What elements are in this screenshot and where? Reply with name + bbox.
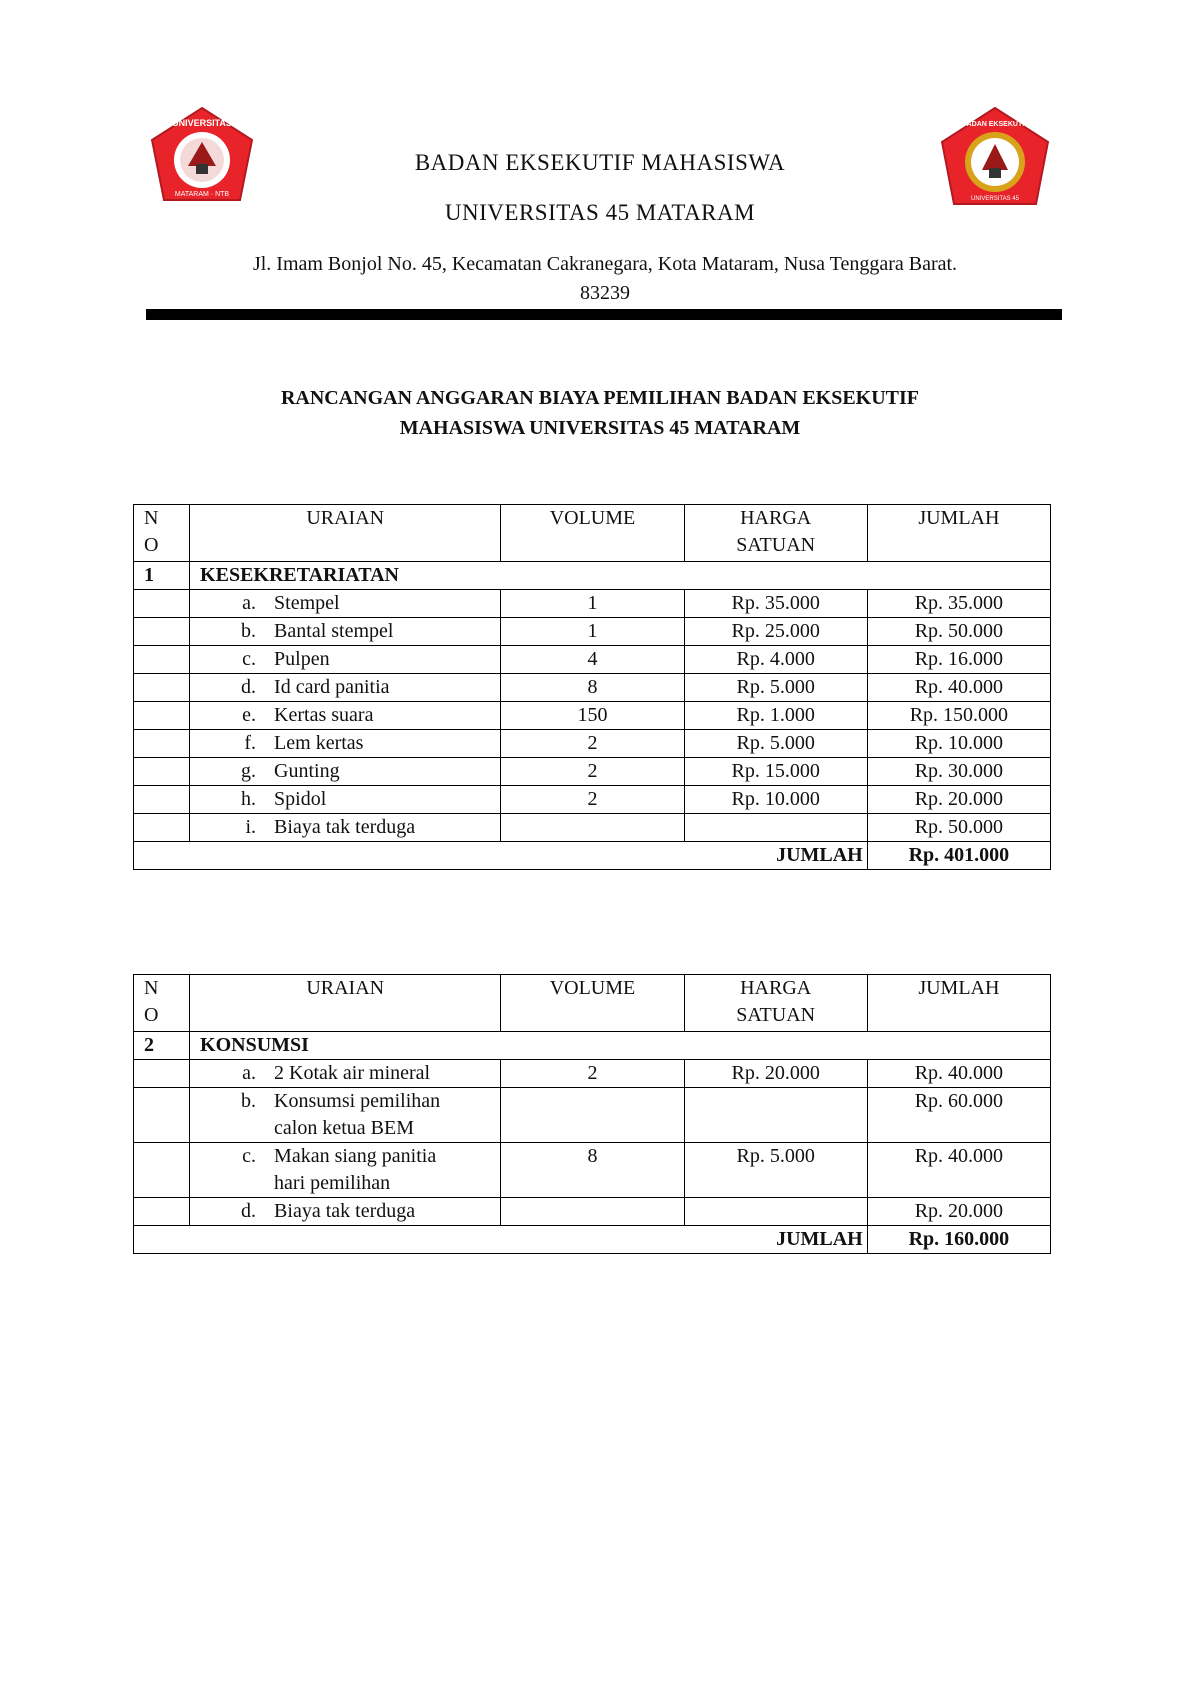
row-letter: b. (241, 620, 257, 642)
row-number (134, 786, 190, 814)
row-volume (501, 814, 684, 842)
row-volume: 8 (501, 674, 684, 702)
row-item-name: Bantal stempel (274, 620, 394, 642)
header-harga-satuan: HARGA SATUAN (684, 505, 867, 562)
row-harga-satuan: Rp. 5.000 (684, 730, 867, 758)
row-letter: d. (241, 676, 257, 698)
row-number (134, 1198, 190, 1226)
svg-text:UNIVERSITAS: UNIVERSITAS (172, 118, 232, 128)
total-value: Rp. 401.000 (867, 842, 1050, 870)
row-letter: a. (242, 592, 257, 614)
row-jumlah: Rp. 16.000 (867, 646, 1050, 674)
row-jumlah: Rp. 50.000 (867, 814, 1050, 842)
svg-text:UNIVERSITAS 45: UNIVERSITAS 45 (971, 196, 1019, 202)
row-volume: 2 (501, 786, 684, 814)
header-no: N O (134, 505, 190, 562)
table-row (134, 590, 1051, 618)
table-row (134, 1088, 1051, 1143)
row-volume (501, 1198, 684, 1226)
row-uraian (190, 590, 501, 618)
section-number: 1 (134, 562, 190, 590)
row-number (134, 618, 190, 646)
table-row (134, 674, 1051, 702)
table-header-row (134, 505, 1051, 562)
row-jumlah: Rp. 40.000 (867, 1143, 1050, 1198)
table-row (134, 1060, 1051, 1088)
table-row (134, 646, 1051, 674)
section-title: KESEKRETARIATAN (190, 562, 1051, 590)
row-uraian (190, 618, 501, 646)
header-volume: VOLUME (501, 975, 684, 1032)
row-jumlah: Rp. 20.000 (867, 786, 1050, 814)
header-uraian: URAIAN (190, 505, 501, 562)
row-number (134, 674, 190, 702)
total-row (134, 1226, 1051, 1254)
row-harga-satuan: Rp. 5.000 (684, 674, 867, 702)
header-jumlah: JUMLAH (867, 975, 1050, 1032)
row-harga-satuan: Rp. 15.000 (684, 758, 867, 786)
row-volume: 8 (501, 1143, 684, 1198)
row-number (134, 758, 190, 786)
row-jumlah: Rp. 40.000 (867, 1060, 1050, 1088)
row-uraian (190, 758, 501, 786)
row-item-name: Biaya tak terduga (274, 1200, 416, 1222)
row-volume: 150 (501, 702, 684, 730)
row-uraian (190, 1198, 501, 1226)
row-item-name: Biaya tak terduga (274, 816, 416, 838)
row-item-name: Lem kertas (274, 732, 364, 754)
row-number (134, 1088, 190, 1143)
table-row (134, 758, 1051, 786)
row-volume: 1 (501, 590, 684, 618)
section-row (134, 562, 1051, 590)
row-harga-satuan (684, 1088, 867, 1143)
total-label: JUMLAH (134, 1226, 868, 1254)
budget-table-konsumsi (133, 974, 1051, 1254)
table-row (134, 786, 1051, 814)
document-title-line-2: MAHASISWA UNIVERSITAS 45 MATARAM (399, 417, 801, 439)
table-row (134, 1198, 1051, 1226)
row-harga-satuan: Rp. 10.000 (684, 786, 867, 814)
row-harga-satuan: Rp. 5.000 (684, 1143, 867, 1198)
row-harga-satuan: Rp. 20.000 (684, 1060, 867, 1088)
svg-text:BADAN EKSEKUTIF: BADAN EKSEKUTIF (961, 121, 1029, 128)
row-uraian (190, 702, 501, 730)
document-title (0, 383, 1200, 443)
row-jumlah: Rp. 10.000 (867, 730, 1050, 758)
total-value: Rp. 160.000 (867, 1226, 1050, 1254)
section-title: KONSUMSI (190, 1032, 1051, 1060)
letterhead-divider (146, 309, 1062, 320)
row-number (134, 646, 190, 674)
row-uraian (190, 1143, 501, 1198)
row-letter: h. (241, 788, 257, 810)
header-harga-satuan: HARGA SATUAN (684, 975, 867, 1032)
row-jumlah: Rp. 60.000 (867, 1088, 1050, 1143)
row-uraian (190, 814, 501, 842)
row-number (134, 702, 190, 730)
row-number (134, 1143, 190, 1198)
header-volume: VOLUME (501, 505, 684, 562)
budget-table-kesekretariatan (133, 504, 1051, 870)
row-jumlah: Rp. 150.000 (867, 702, 1050, 730)
row-uraian (190, 674, 501, 702)
row-volume: 4 (501, 646, 684, 674)
row-volume: 2 (501, 758, 684, 786)
row-letter: e. (242, 704, 257, 726)
table-row (134, 702, 1051, 730)
row-letter: c. (242, 648, 257, 670)
row-number (134, 730, 190, 758)
row-letter: a. (242, 1062, 257, 1084)
row-harga-satuan (684, 814, 867, 842)
row-harga-satuan: Rp. 25.000 (684, 618, 867, 646)
row-jumlah: Rp. 35.000 (867, 590, 1050, 618)
university-name: UNIVERSITAS 45 MATARAM (444, 200, 756, 225)
row-letter: g. (241, 760, 257, 782)
section-row (134, 1032, 1051, 1060)
table-row (134, 1143, 1051, 1198)
row-volume: 1 (501, 618, 684, 646)
total-label: JUMLAH (134, 842, 868, 870)
row-volume (501, 1088, 684, 1143)
organization-name: BADAN EKSEKUTIF MAHASISWA (414, 150, 786, 175)
row-volume: 2 (501, 1060, 684, 1088)
row-item-name: Spidol (274, 788, 327, 810)
row-number (134, 590, 190, 618)
row-item-name: Kertas suara (274, 704, 374, 726)
row-letter: d. (241, 1200, 257, 1222)
document-title-line-1: RANCANGAN ANGGARAN BIAYA PEMILIHAN BADAN EKSEKUTIF (280, 387, 920, 409)
row-harga-satuan: Rp. 1.000 (684, 702, 867, 730)
row-item-name: Gunting (274, 760, 340, 782)
row-item-name: Makan siang panitia hari pemilihan (274, 1145, 437, 1194)
row-jumlah: Rp. 40.000 (867, 674, 1050, 702)
row-letter: c. (242, 1145, 257, 1167)
row-item-name: 2 Kotak air mineral (274, 1062, 431, 1084)
row-item-name: Konsumsi pemilihan calon ketua BEM (274, 1090, 441, 1139)
header-jumlah: JUMLAH (867, 505, 1050, 562)
total-row (134, 842, 1051, 870)
row-uraian (190, 1088, 501, 1143)
table-header-row (134, 975, 1051, 1032)
row-harga-satuan (684, 1198, 867, 1226)
row-jumlah: Rp. 50.000 (867, 618, 1050, 646)
row-item-name: Pulpen (274, 648, 330, 670)
svg-text:MATARAM · NTB: MATARAM · NTB (174, 191, 230, 198)
address-line-1: Jl. Imam Bonjol No. 45, Kecamatan Cakranegara, Kota Mataram, Nusa Tenggara Barat. (252, 253, 958, 275)
row-harga-satuan: Rp. 4.000 (684, 646, 867, 674)
row-number (134, 1060, 190, 1088)
row-harga-satuan: Rp. 35.000 (684, 590, 867, 618)
row-letter: b. (241, 1090, 257, 1112)
row-uraian (190, 786, 501, 814)
row-jumlah: Rp. 20.000 (867, 1198, 1050, 1226)
header-uraian: URAIAN (190, 975, 501, 1032)
row-uraian (190, 1060, 501, 1088)
address (170, 250, 1040, 308)
row-letter: i. (245, 816, 257, 838)
row-jumlah: Rp. 30.000 (867, 758, 1050, 786)
row-number (134, 814, 190, 842)
section-number: 2 (134, 1032, 190, 1060)
table-row (134, 814, 1051, 842)
row-uraian (190, 646, 501, 674)
row-uraian (190, 730, 501, 758)
row-volume: 2 (501, 730, 684, 758)
table-row (134, 730, 1051, 758)
address-line-2: 83239 (580, 282, 630, 304)
table-row (134, 618, 1051, 646)
header-no: N O (134, 975, 190, 1032)
row-item-name: Id card panitia (274, 676, 390, 698)
row-item-name: Stempel (274, 592, 340, 614)
row-letter: f. (244, 732, 257, 754)
